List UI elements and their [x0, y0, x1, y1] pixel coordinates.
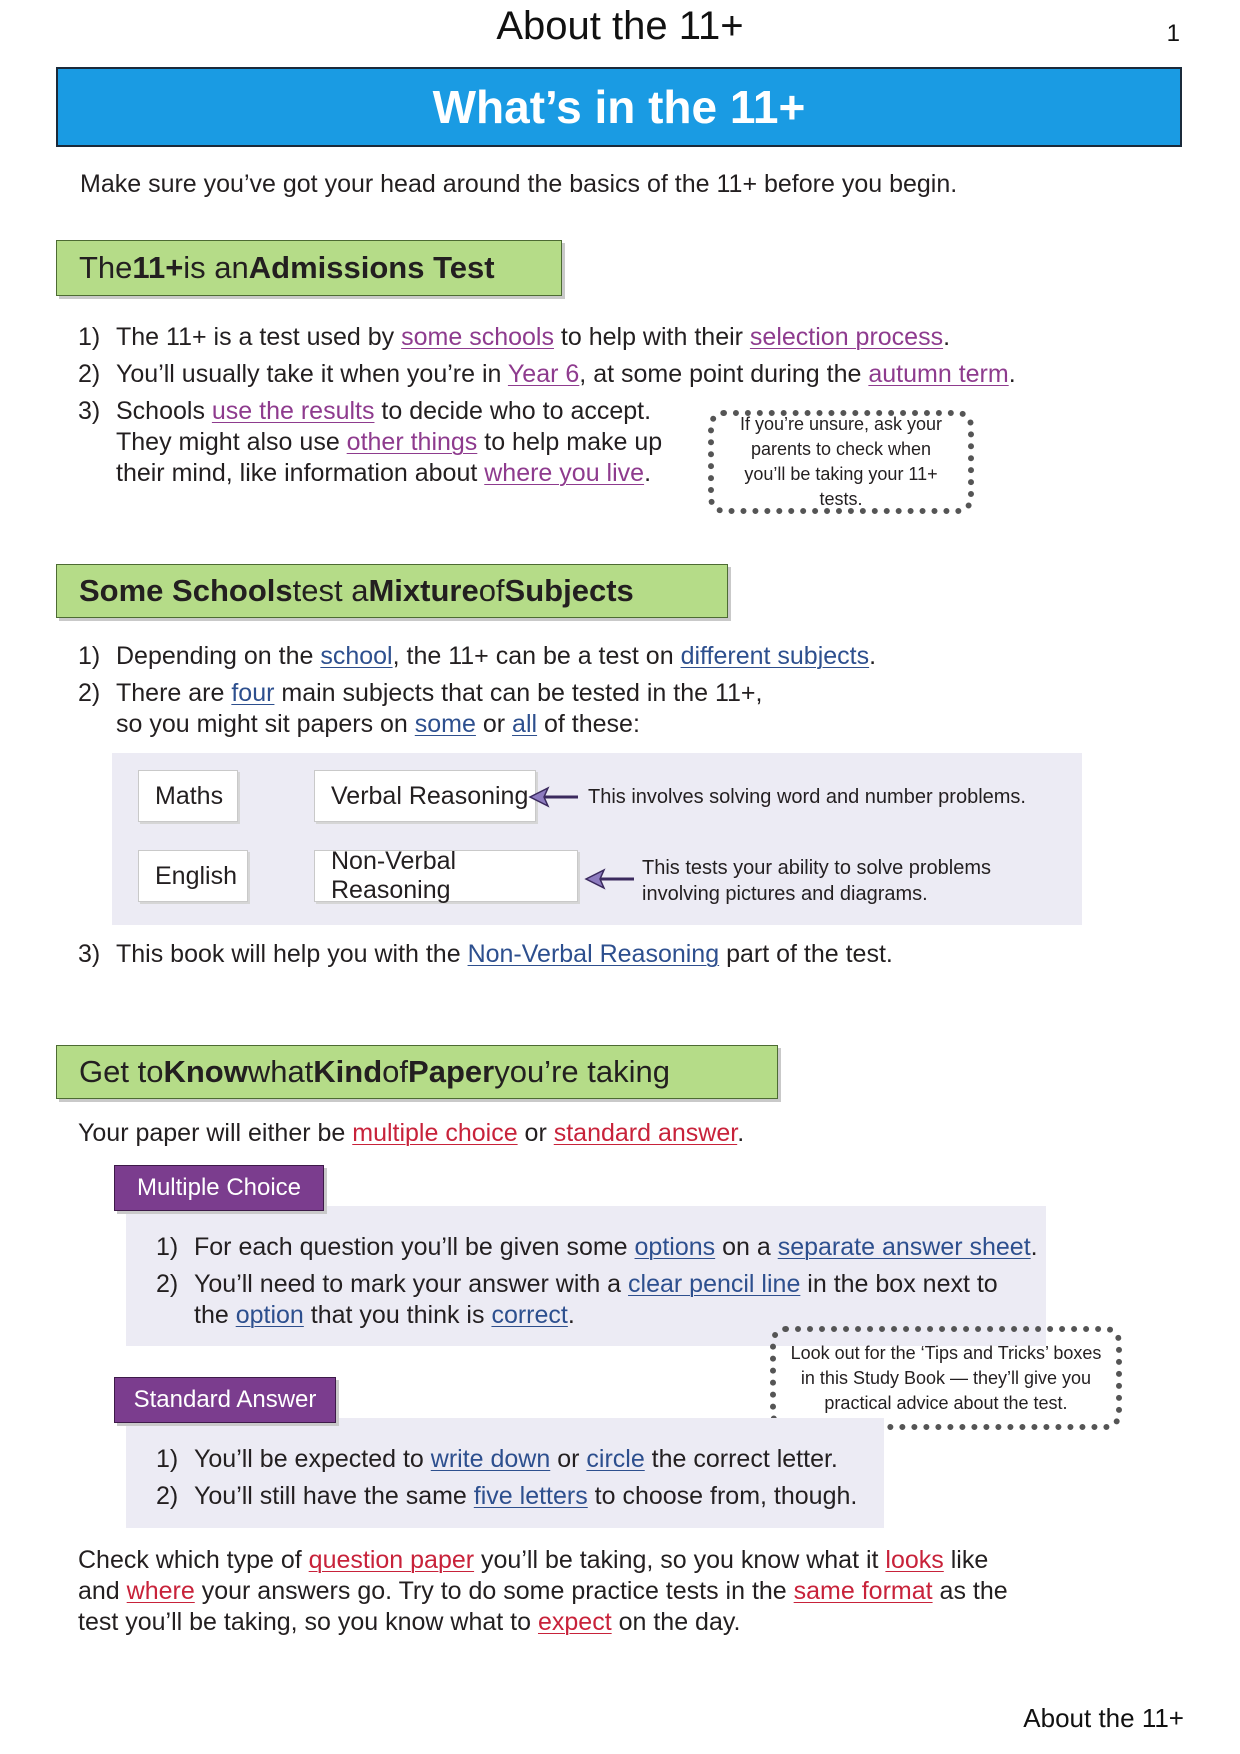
subjects-list [78, 641, 1078, 740]
keyword-link: Year 6 [507, 360, 580, 388]
multiple-choice-label: Multiple Choice [114, 1165, 324, 1211]
list-item [156, 1444, 896, 1475]
list-item [78, 939, 1078, 970]
text: test you’ll be taking, so you know what to [78, 1608, 538, 1636]
subject-english: English [138, 850, 248, 902]
heading-part: Get to [79, 1054, 164, 1089]
text: on the day. [611, 1608, 741, 1636]
verbal-explanation: This involves solving word and number problems. [588, 786, 1026, 808]
list-item [78, 678, 1078, 740]
text: the correct letter. [644, 1445, 838, 1473]
keyword-link: other things [346, 428, 478, 456]
keyword-link: question paper [308, 1546, 475, 1574]
item-number: 2) [78, 679, 101, 707]
page-header-title: About the 11+ [496, 4, 744, 48]
line [78, 1607, 1018, 1638]
line [116, 678, 1078, 709]
heading-part: you’re taking [494, 1054, 670, 1089]
subject-verbal-reasoning: Verbal Reasoning [314, 770, 536, 822]
subject-non-verbal-reasoning: Non-Verbal Reasoning [314, 850, 578, 902]
item-number: 1) [156, 1233, 179, 1261]
section-heading-subjects [56, 564, 728, 618]
keyword-link: selection process [749, 323, 944, 351]
text: to decide who to accept. [374, 397, 652, 425]
text: . [1008, 360, 1016, 388]
text: Depending on the [116, 642, 321, 670]
heading-bold: Mixture [368, 573, 479, 608]
subjects-list-item-3 [78, 939, 1078, 970]
list-item [78, 359, 1058, 390]
explanation-line: This tests your ability to solve problems [642, 857, 992, 879]
text: They might also use [116, 428, 347, 456]
keyword-link: separate answer sheet [777, 1233, 1031, 1261]
arrow-left-icon [528, 786, 580, 808]
paper-intro [78, 1118, 1078, 1149]
keyword-link: option [235, 1301, 304, 1329]
heading-bold: Paper [408, 1054, 495, 1089]
text: For each question you’ll be given some [194, 1233, 635, 1261]
text: on a [715, 1233, 778, 1261]
keyword-link: some [414, 710, 476, 738]
keyword-link: four [231, 679, 275, 707]
heading-bold: Kind [313, 1054, 383, 1089]
item-number: 1) [78, 642, 101, 670]
heading-part: of [382, 1054, 409, 1089]
keyword-link: use the results [211, 397, 375, 425]
keyword-link: expect [537, 1608, 612, 1636]
text: Schools [116, 397, 212, 425]
text: that you think is [303, 1301, 492, 1329]
list-item [156, 1481, 896, 1512]
keyword-link: correct [491, 1301, 568, 1329]
keyword-link: looks [885, 1546, 944, 1574]
text: you’ll be taking, so you know what it [474, 1546, 886, 1574]
tip-note-tips-and-tricks: Look out for the ‘Tips and Tricks’ boxes in this Study Book — they’ll give you practical advice about the test. [770, 1326, 1122, 1430]
text: . [1030, 1233, 1038, 1261]
keyword-link: all [512, 710, 538, 738]
list-item [78, 641, 1078, 672]
text: and [78, 1577, 127, 1605]
closing-paragraph [78, 1545, 1018, 1638]
line [194, 1269, 1056, 1300]
keyword-link: some schools [401, 323, 554, 351]
text: This book will help you with the [116, 940, 468, 968]
text: your answers go. Try to do some practice tests in the [194, 1577, 794, 1605]
banner-title: What’s in the 11+ [432, 81, 806, 133]
keyword-link: options [634, 1233, 716, 1261]
text: . [737, 1119, 745, 1147]
text: . [644, 459, 652, 487]
text: main subjects that can be tested in the 11+, [274, 679, 763, 707]
heading-bold: 11+ [132, 250, 184, 285]
section-heading-admissions [56, 240, 562, 296]
text: . [567, 1301, 575, 1329]
text: part of the test. [719, 940, 893, 968]
heading-bold: Admissions Test [248, 250, 495, 285]
intro-text: Make sure you’ve got your head around the basics of the 11+ before you begin. [80, 170, 958, 198]
footer-label: About the 11+ [1023, 1703, 1184, 1733]
item-number: 1) [78, 323, 101, 351]
keyword-link: five letters [473, 1482, 588, 1510]
text: Check which type of [78, 1546, 309, 1574]
page-number: 1 [1166, 20, 1180, 47]
text: of these: [537, 710, 640, 738]
keyword-link: circle [586, 1445, 645, 1473]
heading-part: test a [292, 573, 369, 608]
arrow-left-icon [584, 868, 636, 890]
item-number: 1) [156, 1445, 179, 1473]
keyword-link: Non-Verbal Reasoning [467, 940, 720, 968]
line [116, 709, 1078, 740]
section-heading-paper-kind [56, 1045, 778, 1099]
heading-bold: Know [163, 1054, 248, 1089]
keyword-link: same format [793, 1577, 933, 1605]
text: the [194, 1301, 236, 1329]
item-number: 2) [78, 360, 101, 388]
text: or [550, 1445, 587, 1473]
subject-maths: Maths [138, 770, 238, 822]
title-banner [56, 67, 1182, 147]
text: like [943, 1546, 989, 1574]
text: to choose from, though. [587, 1482, 858, 1510]
keyword-link: where you live [484, 459, 645, 487]
list-item [78, 322, 1058, 353]
item-number: 2) [156, 1482, 179, 1510]
text: to help make up [477, 428, 663, 456]
standard-answer-label: Standard Answer [114, 1377, 336, 1423]
keyword-link: autumn term [868, 360, 1009, 388]
text: You’ll need to mark your answer with a [194, 1270, 629, 1298]
text: to help with their [553, 323, 750, 351]
text: , the 11+ can be a test on [392, 642, 681, 670]
heading-bold: Some Schools [79, 573, 293, 608]
item-number: 3) [78, 397, 101, 425]
text: . [869, 642, 877, 670]
line [78, 1545, 1018, 1576]
explanation-line: involving pictures and diagrams. [642, 883, 928, 905]
keyword-link: multiple choice [352, 1119, 518, 1147]
text: You’ll still have the same [194, 1482, 474, 1510]
text: so you might sit papers on [116, 710, 415, 738]
text: You’ll usually take it when you’re in [116, 360, 508, 388]
heading-part: of [478, 573, 505, 608]
tip-note-test-dates: If you’re unsure, ask your parents to check when you’ll be taking your 11+ tests. [708, 410, 974, 514]
heading-part: The [79, 250, 133, 285]
item-number: 2) [156, 1270, 179, 1298]
heading-part: what [247, 1054, 314, 1089]
non-verbal-explanation [642, 855, 991, 907]
text: their mind, like information about [116, 459, 485, 487]
line [78, 1576, 1018, 1607]
text: or [517, 1119, 554, 1147]
standard-answer-list [156, 1444, 896, 1512]
text: . [943, 323, 951, 351]
text: , at some point during the [579, 360, 869, 388]
list-item [156, 1232, 1056, 1263]
item-number: 3) [78, 940, 101, 968]
keyword-link: clear pencil line [628, 1270, 801, 1298]
text: There are [116, 679, 232, 707]
text: as the [932, 1577, 1008, 1605]
text: or [475, 710, 513, 738]
text: in the box next to [800, 1270, 998, 1298]
text: The 11+ is a test used by [116, 323, 402, 351]
heading-part: is an [183, 250, 249, 285]
keyword-link: school [320, 642, 393, 670]
multiple-choice-list [156, 1232, 1056, 1331]
keyword-link: standard answer [553, 1119, 738, 1147]
keyword-link: write down [430, 1445, 551, 1473]
text: Your paper will either be [78, 1119, 353, 1147]
list-item [156, 1269, 1056, 1331]
keyword-link: where [126, 1577, 195, 1605]
keyword-link: different subjects [680, 642, 870, 670]
heading-bold: Subjects [504, 573, 634, 608]
text: You’ll be expected to [194, 1445, 431, 1473]
